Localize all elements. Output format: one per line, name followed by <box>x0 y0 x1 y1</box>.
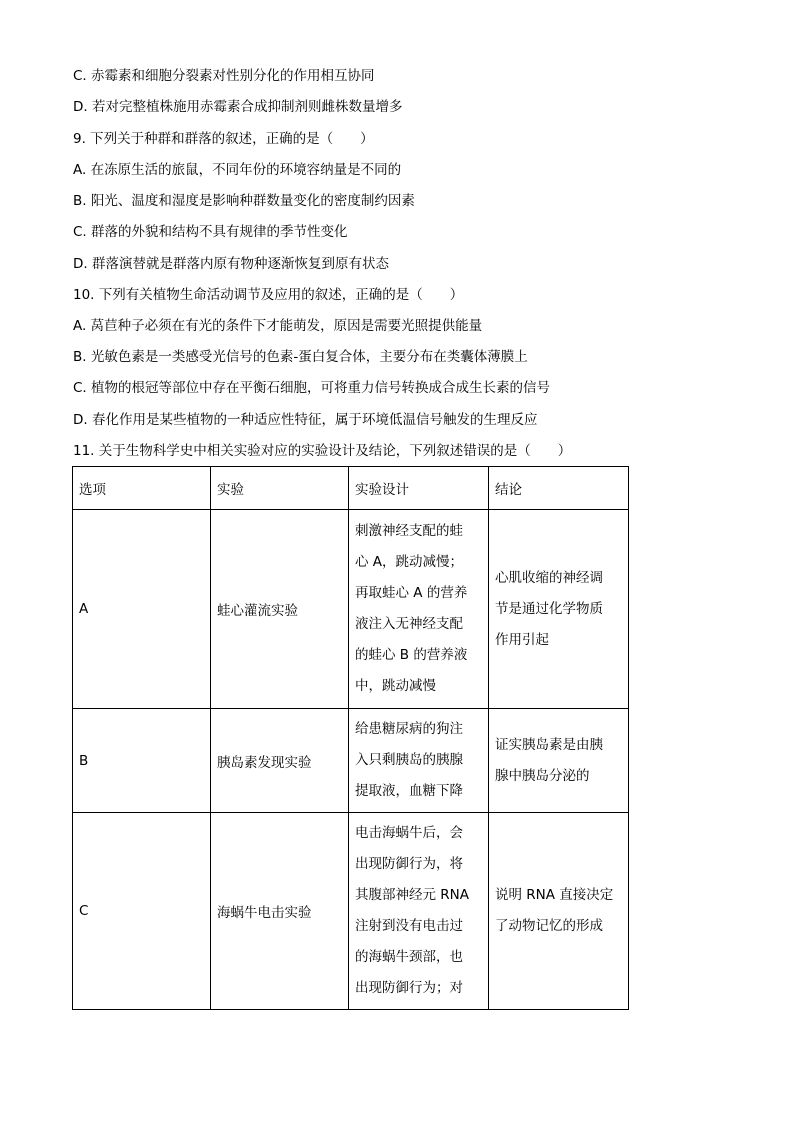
header-design: 实验设计 <box>349 467 489 510</box>
row-conclusion <box>489 813 629 1010</box>
option-a: A. 在冻原生活的旅鼠，不同年份的环境容纳量是不同的 <box>73 162 402 178</box>
cell-line: 作用引起 <box>495 631 549 648</box>
option-d: D. 春化作用是某些植物的一种适应性特征，属于环境低温信号触发的生理反应 <box>73 412 538 428</box>
cell-line: 中，跳动减慢 <box>355 678 436 694</box>
header-experiment: 实验 <box>211 467 349 510</box>
question-11-stem: 11. 关于生物科学史中相关实验对应的实验设计及结论，下列叙述错误的是（ ） <box>73 443 572 459</box>
text-line: D. 若对完整植株施用赤霉素合成抑制剂则雌株数量增多 <box>73 99 403 115</box>
row-experiment: 蛙心灌流实验 <box>211 510 349 709</box>
row-option: B <box>73 709 211 813</box>
cell-line: 入只剩胰岛的胰腺 <box>355 752 463 768</box>
table-row <box>73 510 629 709</box>
cell-line: 的海蜗牛颈部，也 <box>355 949 463 965</box>
row-conclusion <box>489 709 629 813</box>
row-design <box>349 813 489 1010</box>
header-conclusion: 结论 <box>489 467 629 510</box>
cell-line: 证实胰岛素是由胰 <box>495 736 603 753</box>
cell-line: 节是通过化学物质 <box>495 600 603 617</box>
cell-line: 出现防御行为；对 <box>355 980 463 996</box>
cell-line: 电击海蜗牛后，会 <box>355 825 463 841</box>
cell-line: 其腹部神经元 RNA <box>355 887 470 903</box>
option-c: C. 植物的根冠等部位中存在平衡石细胞，可将重力信号转换成合成生长素的信号 <box>73 380 551 396</box>
option-a: A. 莴苣种子必须在有光的条件下才能萌发，原因是需要光照提供能量 <box>73 318 483 334</box>
header-option: 选项 <box>73 467 211 510</box>
question-9-stem: 9. 下列关于种群和群落的叙述，正确的是（ ） <box>73 131 374 147</box>
row-conclusion <box>489 510 629 709</box>
cell-line: 心肌收缩的神经调 <box>495 569 603 586</box>
row-experiment: 海蜗牛电击实验 <box>211 813 349 1010</box>
row-experiment: 胰岛素发现实验 <box>211 709 349 813</box>
cell-line: 提取液，血糖下降 <box>355 783 463 799</box>
option-c: C. 群落的外貌和结构不具有规律的季节性变化 <box>73 224 348 240</box>
experiment-table <box>72 466 629 1010</box>
table-header-row <box>73 467 629 510</box>
cell-line: 出现防御行为，将 <box>355 856 463 872</box>
row-design <box>349 510 489 709</box>
cell-line: 给患糖尿病的狗注 <box>355 721 463 737</box>
cell-line: 液注入无神经支配 <box>355 616 463 632</box>
cell-line: 说明 RNA 直接决定 <box>495 887 614 903</box>
table-row <box>73 813 629 1010</box>
cell-line: 刺激神经支配的蛙 <box>355 523 463 539</box>
option-b: B. 阳光、温度和湿度是影响种群数量变化的密度制约因素 <box>73 193 415 209</box>
cell-line: 腺中胰岛分泌的 <box>495 767 590 784</box>
table-row <box>73 709 629 813</box>
cell-line: 了动物记忆的形成 <box>495 918 603 934</box>
cell-line: 注射到没有电击过 <box>355 918 463 934</box>
option-d: D. 群落演替就是群落内原有物种逐渐恢复到原有状态 <box>73 256 389 272</box>
row-option: C <box>73 813 211 1010</box>
text-line: C. 赤霉素和细胞分裂素对性别分化的作用相互协同 <box>73 68 375 84</box>
cell-line: 再取蛙心 A 的营养 <box>355 585 468 601</box>
option-b: B. 光敏色素是一类感受光信号的色素-蛋白复合体，主要分布在类囊体薄膜上 <box>73 349 528 365</box>
question-10-stem: 10. 下列有关植物生命活动调节及应用的叙述，正确的是（ ） <box>73 287 464 303</box>
cell-line: 心 A，跳动减慢； <box>355 554 464 570</box>
cell-line: 的蛙心 B 的营养液 <box>355 647 468 663</box>
row-design <box>349 709 489 813</box>
row-option: A <box>73 510 211 709</box>
